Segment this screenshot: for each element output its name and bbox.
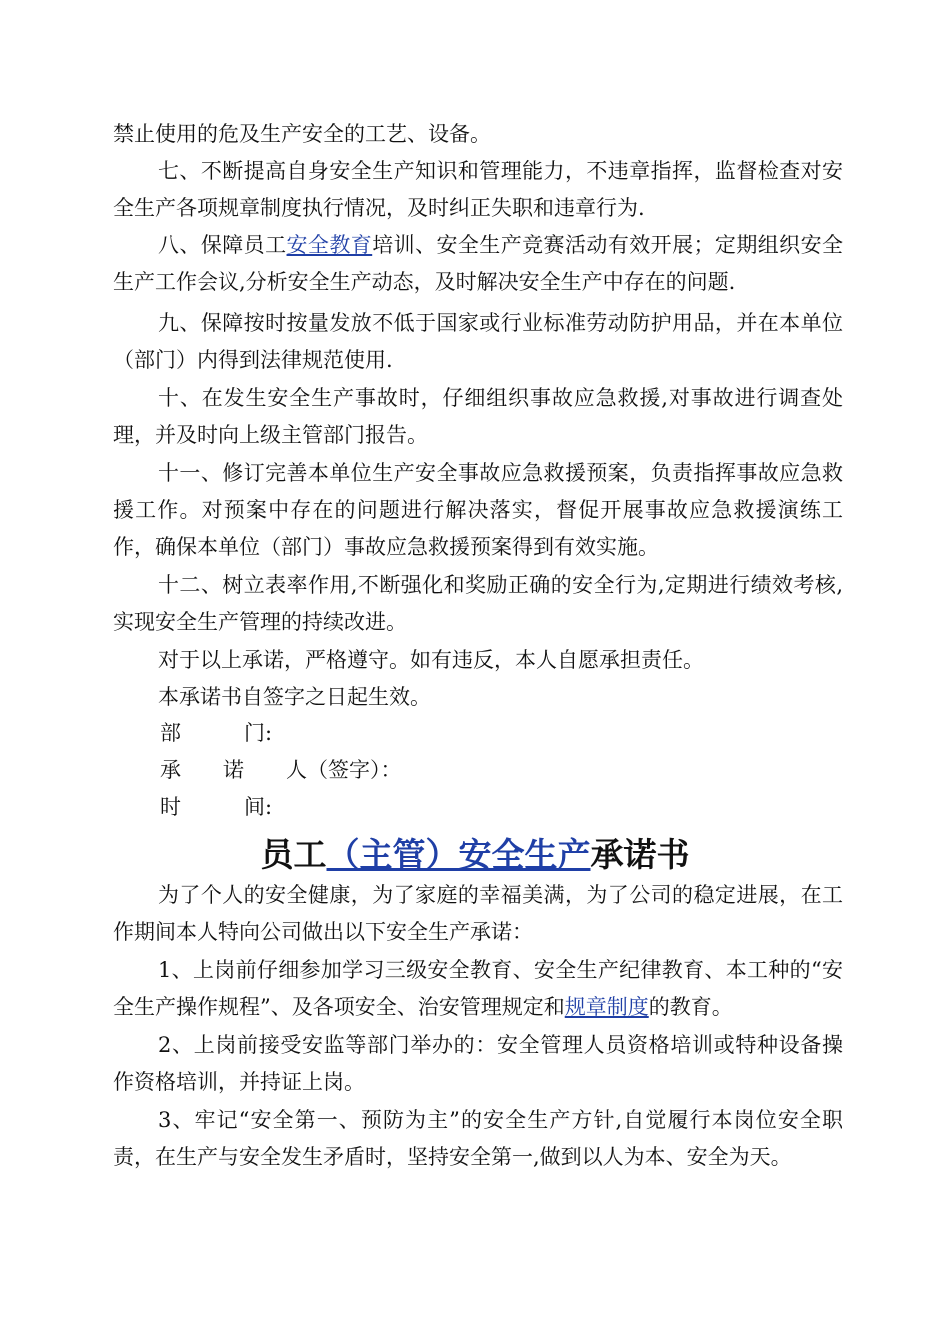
signature-promisor: 承 诺 人（签字）： [160,758,402,782]
commitment-1-text-post: 的教育。 [648,995,733,1019]
title-text-pre: 员工 [260,835,327,874]
commitment-1-text-pre: 1、上岗前仔细参加学习三级安全教育、安全生产纪律教育、本工种的“安全生产操作规程”、及各项安全、治安管理规定和 [113,958,843,1019]
paragraph-commitment-3: 3、牢记“安全第一、预防为主”的安全生产方针,自觉履行本岗位安全职责，在生产与安全发生矛盾时，坚持安全第一,做到以人为本、安全为天。 [113,1108,843,1169]
paragraph-continued: 禁止使用的危及生产安全的工艺、设备。 [113,122,491,146]
paragraph-closing-2: 本承诺书自签字之日起生效。 [158,685,431,709]
paragraph-commitment-2: 2、上岗前接受安监等部门举办的：安全管理人员资格培训或特种设备操作资格培训，并持证上岗。 [113,1033,843,1094]
rules-regulations-link[interactable]: 规章制度 [564,995,649,1019]
signature-time: 时 间: [160,795,273,819]
paragraph-closing-1: 对于以上承诺，严格遵守。如有违反，本人自愿承担责任。 [158,648,704,672]
title-text-post: 承诺书 [590,835,690,874]
paragraph-item-12: 十二、树立表率作用,不断强化和奖励正确的安全行为,定期进行绩效考核,实现安全生产管理的持续改进。 [113,573,843,634]
paragraph-intro: 为了个人的安全健康，为了家庭的幸福美满，为了公司的稳定进展，在工作期间本人特向公司做出以下安全生产承诺： [113,883,843,944]
paragraph-item-7: 七、不断提高自身安全生产知识和管理能力，不违章指挥，监督检查对安全生产各项规章制度执行情况，及时纠正失职和违章行为. [113,159,843,220]
paragraph-item-9: 九、保障按时按量发放不低于国家或行业标准劳动防护用品，并在本单位（部门）内得到法律规范使用. [113,311,843,372]
paragraph-item-11: 十一、修订完善本单位生产安全事故应急救援预案，负责指挥事故应急救援工作。对预案中存在的问题进行解决落实，督促开展事故应急救援演练工作，确保本单位（部门）事故应急救援预案得到有效实施。 [113,461,843,559]
signature-department: 部 门: [160,721,273,745]
document-title [0,833,950,877]
paragraph-item-10: 十、在发生安全生产事故时，仔细组织事故应急救援,对事故进行调查处理，并及时向上级主管部门报告。 [113,386,843,447]
paragraph-commitment-1 [113,952,843,1026]
item-8-text-pre: 八、保障员工 [158,233,287,257]
title-link[interactable]: （主管）安全生产 [326,835,591,874]
paragraph-item-8 [113,227,843,301]
item-8-text-post: 培训、安全生产竞赛活动有效开展；定期组织安全生产工作会议,分析安全生产动态，及时解决安全生产中存在的问题. [113,233,844,294]
safety-education-link[interactable]: 安全教育 [286,233,373,257]
